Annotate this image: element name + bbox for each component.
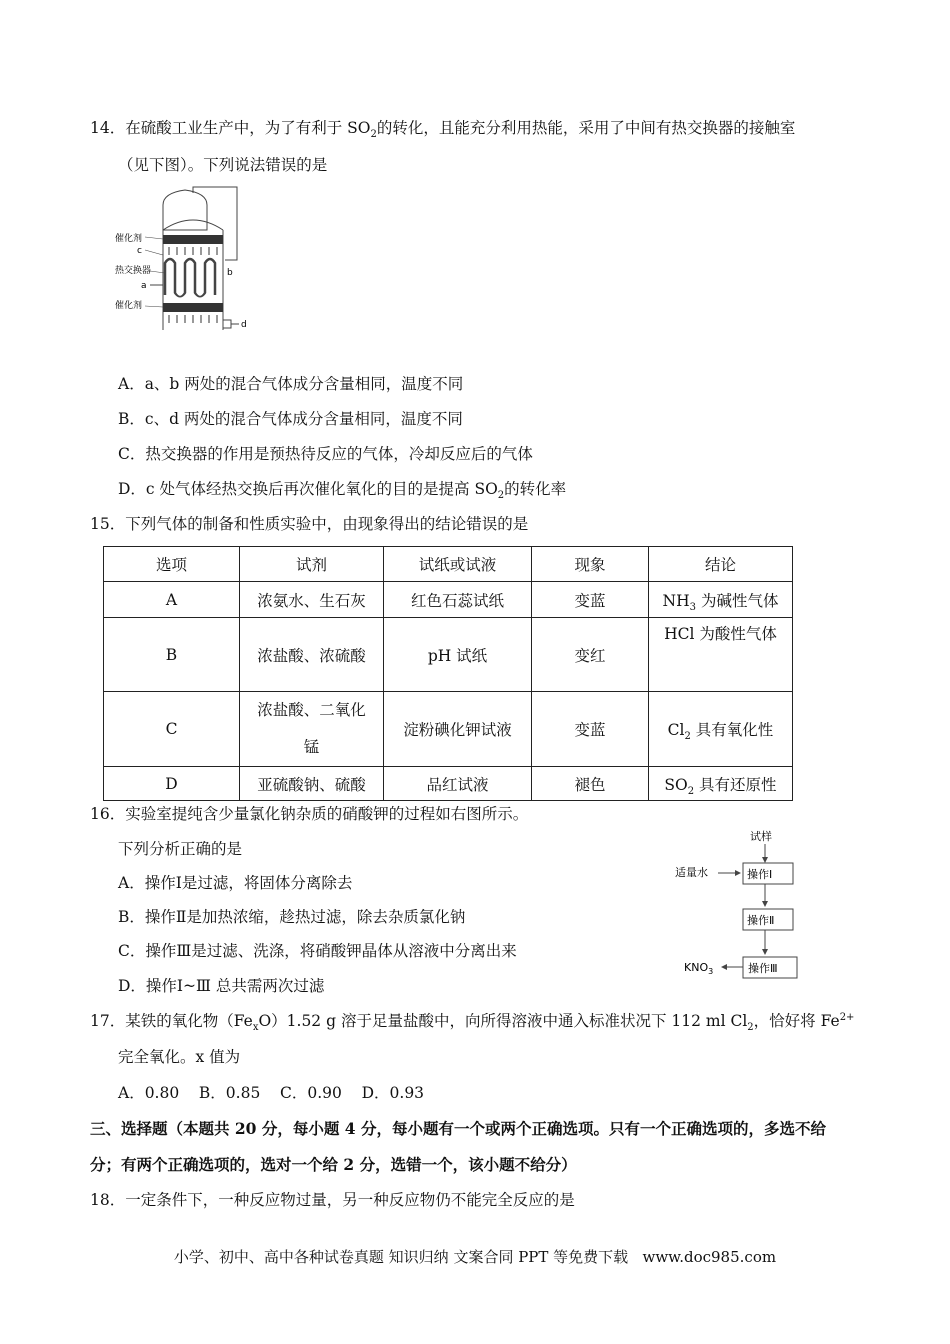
page-footer: 小学、初中、高中各种试卷真题 知识归纳 文案合同 PPT 等免费下载 www.doc985.com	[173, 1248, 777, 1266]
q14-stem-line1: 14．在硫酸工业生产中，为了有利于 $SO_2$的转化，且能充分利用热能，采用了中间有热交换器的接触室	[90, 119, 796, 141]
q17-stem-line2: 完全氧化。x 值为	[118, 1048, 241, 1066]
label-catalyst-2: 催化剂	[115, 301, 143, 311]
section3-heading-line2: 分；有两个正确选项的，选对一个给 2 分，选错一个，该小题不给分）	[90, 1155, 577, 1174]
q16-option-c: C．操作Ⅲ是过滤、洗涤，将硝酸钾晶体从溶液中分离出来	[118, 942, 517, 960]
q14-option-d: D．c 处气体经热交换后再次催化氧化的目的是提高 $SO_2$的转化率	[118, 480, 567, 502]
contact-chamber-diagram	[115, 185, 255, 335]
label-catalyst-1: 催化剂	[115, 234, 143, 244]
table-row: A 浓氨水、生石灰 红色石蕊试纸 变蓝 $NH_3$ 为碱性气体	[104, 582, 793, 618]
header-phenomenon: 现象	[532, 547, 649, 582]
flow-op2: 操作Ⅱ	[747, 914, 775, 927]
catalyst-bed-1	[163, 235, 223, 244]
bypass-pipe	[193, 187, 237, 260]
q18-stem: 18．一定条件下，一种反应物过量，另一种反应物仍不能完全反应的是	[90, 1191, 575, 1209]
label-b: b	[227, 268, 233, 278]
label-a: a	[141, 281, 147, 291]
label-d: d	[241, 320, 247, 330]
q15-stem: 15．下列气体的制备和性质实验中，由现象得出的结论错误的是	[90, 515, 529, 533]
q16-option-d: D．操作Ⅰ~Ⅲ 总共需两次过滤	[118, 977, 325, 995]
header-paper: 试纸或试液	[384, 547, 532, 582]
q14-option-b: B．c、d 两处的混合气体成分含量相同，温度不同	[118, 410, 463, 428]
purification-flowchart	[670, 822, 810, 984]
q17-stem-line1: 17．某铁的氧化物$(Fe_xO)1.52$ g 溶于足量盐酸中，向所得溶液中通入标准状况下 112 ml $Cl_2$，恰好将 $Fe^{2+}$	[90, 1011, 855, 1034]
catalyst-bed-2	[163, 303, 223, 312]
header-reagent: 试剂	[240, 547, 384, 582]
q16-stem: 16．实验室提纯含少量氯化钠杂质的硝酸钾的过程如右图所示。	[90, 805, 529, 823]
flow-product: $KNO_3$	[684, 961, 714, 976]
table-row: B 浓盐酸、浓硫酸 pH 试纸 变红 HCl 为酸性气体	[104, 618, 793, 692]
flow-op3: 操作Ⅲ	[748, 962, 778, 975]
flow-sample: 试样	[750, 830, 772, 843]
label-heat-exchanger: 热交换器	[115, 266, 152, 276]
header-option: 选项	[104, 547, 240, 582]
q16-option-b: B．操作Ⅱ是加热浓缩，趁热过滤，除去杂质氯化钠	[118, 908, 466, 926]
q16-option-a: A．操作Ⅰ是过滤，将固体分离除去	[118, 874, 353, 892]
flow-op1: 操作Ⅰ	[747, 868, 773, 881]
label-c: c	[137, 246, 142, 256]
q14-option-a: A．a、b 两处的混合气体成分含量相同，温度不同	[118, 375, 464, 393]
flow-water: 适量水	[675, 866, 708, 879]
section3-heading-line1: 三、选择题（本题共 20 分，每小题 4 分，每小题有一个或两个正确选项。只有一个正确选项的，多选不给	[90, 1119, 826, 1138]
table-header-row	[104, 547, 793, 582]
q17-options: A．0.80 B．0.85 C．0.90 D．0.93	[118, 1084, 425, 1102]
q15-table	[103, 546, 793, 801]
table-row: C 浓盐酸、二氧化 锰 淀粉碘化钾试液 变蓝 $Cl_2$ 具有氧化性	[104, 692, 793, 767]
q14-option-c: C．热交换器的作用是预热待反应的气体，冷却反应后的气体	[118, 445, 533, 463]
header-conclusion: 结论	[649, 547, 793, 582]
q14-stem-line2: （见下图）。下列说法错误的是	[118, 156, 328, 174]
vessel-outline	[163, 190, 207, 230]
q16-sub: 下列分析正确的是	[118, 840, 243, 858]
table-row: D 亚硫酸钠、硫酸 品红试液 褪色 $SO_2$ 具有还原性	[104, 767, 793, 801]
